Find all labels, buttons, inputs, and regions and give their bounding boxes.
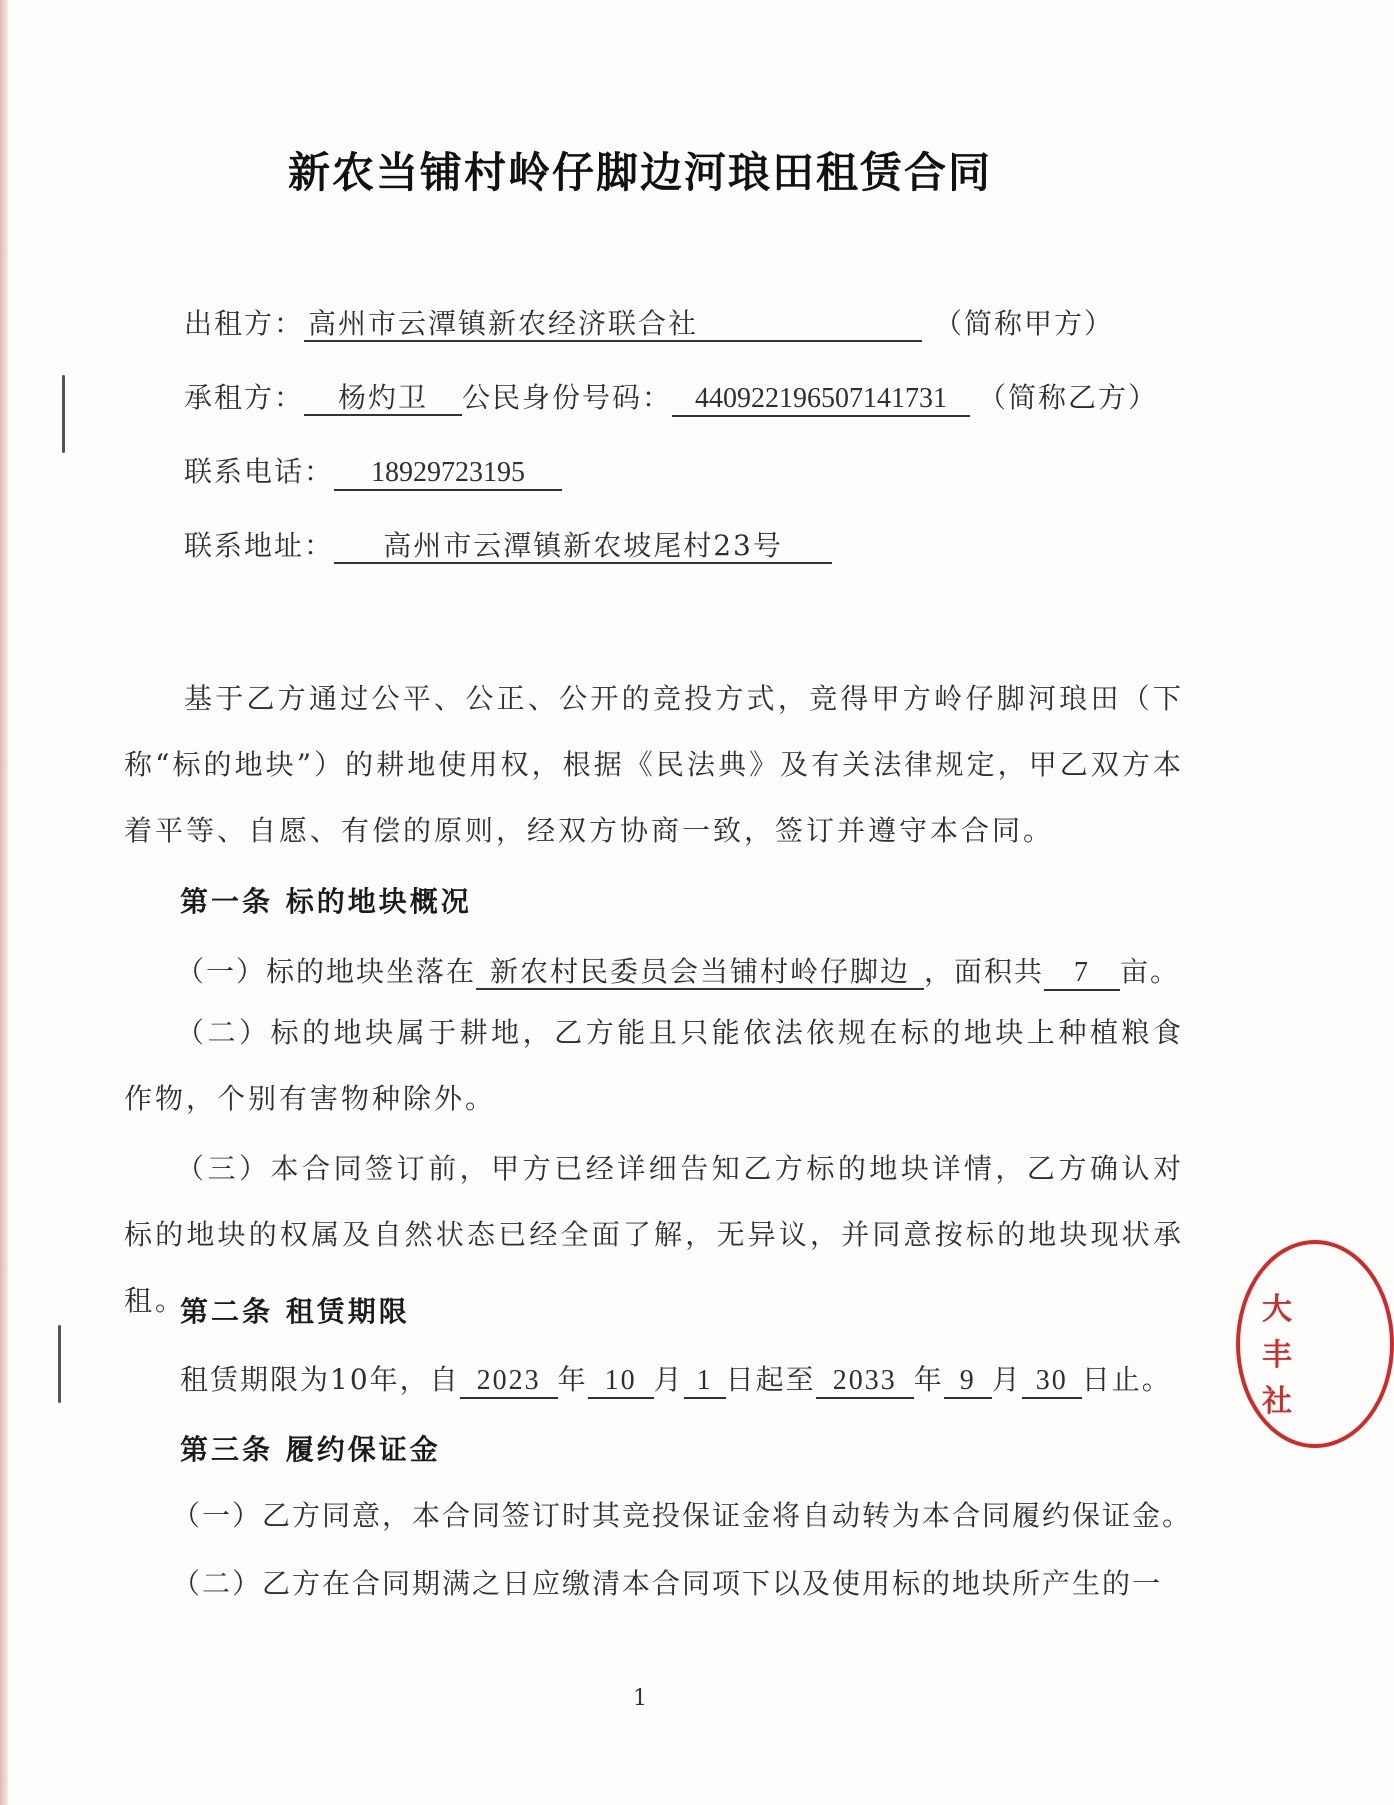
lessee-label: 承租方： <box>184 381 305 414</box>
month-char: 月 <box>991 1363 1022 1396</box>
clause1-prefix: （一）标的地块坐落在 <box>176 955 477 988</box>
year-char: 年 <box>913 1363 944 1396</box>
end-year: 2033 <box>816 1365 914 1399</box>
area-unit: 亩。 <box>1120 955 1181 988</box>
article1-clause3: （三）本合同签订前，甲方已经详细告知乙方标的地块详情，乙方确认对标的地块的权属及自然状态已经全面了解，无异议，并同意按标的地块现状承租。 <box>124 1152 1184 1317</box>
start-month: 10 <box>588 1365 654 1399</box>
land-area: 7 <box>1044 957 1120 991</box>
intro-paragraph: 基于乙方通过公平、公正、公开的竞投方式，竞得甲方岭仔脚河琅田（下称“标的地块”）的耕地使用权，根据《民法典》及有关法律规定，甲乙双方本着平等、自愿、有偿的原则，经双方协商一致，签订并遵守本合同。 <box>124 682 1184 847</box>
binding-mark <box>58 1325 61 1403</box>
start-day: 1 <box>684 1365 726 1399</box>
lessee-suffix: （简称乙方） <box>978 381 1159 414</box>
red-seal-stamp: 大 丰 社 <box>1236 1240 1394 1448</box>
article1-heading: 第一条 标的地块概况 <box>180 885 472 918</box>
page-edge <box>0 0 8 1805</box>
article1-clause1 <box>176 950 1180 991</box>
page-title: 新农当铺村岭仔脚边河琅田租赁合同 <box>287 148 992 197</box>
start-year: 2023 <box>460 1365 558 1399</box>
term-prefix: 租赁期限为10年，自 <box>180 1363 460 1396</box>
phone-line <box>184 450 562 491</box>
end-day: 30 <box>1022 1365 1082 1399</box>
lessor-line <box>184 302 1114 342</box>
article1-clause2: （二）标的地块属于耕地，乙方能且只能依法依规在标的地块上种植粮食作物，个别有害物种除外。 <box>124 1016 1184 1115</box>
phone-value: 18929723195 <box>334 457 562 491</box>
year-char: 年 <box>557 1363 588 1396</box>
lessor-name: 高州市云潭镇新农经济联合社 <box>304 308 922 342</box>
lease-term-line <box>180 1358 1172 1399</box>
term-end: 日止。 <box>1081 1363 1172 1396</box>
phone-label: 联系电话： <box>184 455 335 488</box>
article3-clause1: （一）乙方同意，本合同签订时其竞投保证金将自动转为本合同履约保证金。 <box>172 1499 1193 1532</box>
id-number: 440922196507141731 <box>672 383 970 417</box>
address-value: 高州市云潭镇新农坡尾村23号 <box>334 530 832 564</box>
article2-heading: 第二条 租赁期限 <box>180 1295 410 1328</box>
article3-heading: 第三条 履约保证金 <box>180 1433 441 1466</box>
area-label: ，面积共 <box>924 955 1045 988</box>
page-number: 1 <box>633 1686 647 1711</box>
month-char: 月 <box>653 1363 684 1396</box>
lessor-suffix: （简称甲方） <box>934 307 1115 340</box>
lessee-line <box>184 376 1158 417</box>
end-month: 9 <box>944 1365 992 1399</box>
lessor-label: 出租方： <box>184 307 305 340</box>
id-label: 公民身份号码： <box>462 381 673 414</box>
article3-clause2: （二）乙方在合同期满之日应缴清本合同项下以及使用标的地块所产生的一 <box>172 1567 1163 1600</box>
lessee-name: 杨灼卫 <box>304 382 462 416</box>
address-line <box>184 524 832 564</box>
binding-mark <box>62 375 65 453</box>
address-label: 联系地址： <box>184 529 335 562</box>
term-mid: 日起至 <box>725 1363 816 1396</box>
land-location: 新农村民委员会当铺村岭仔脚边 <box>476 956 924 990</box>
